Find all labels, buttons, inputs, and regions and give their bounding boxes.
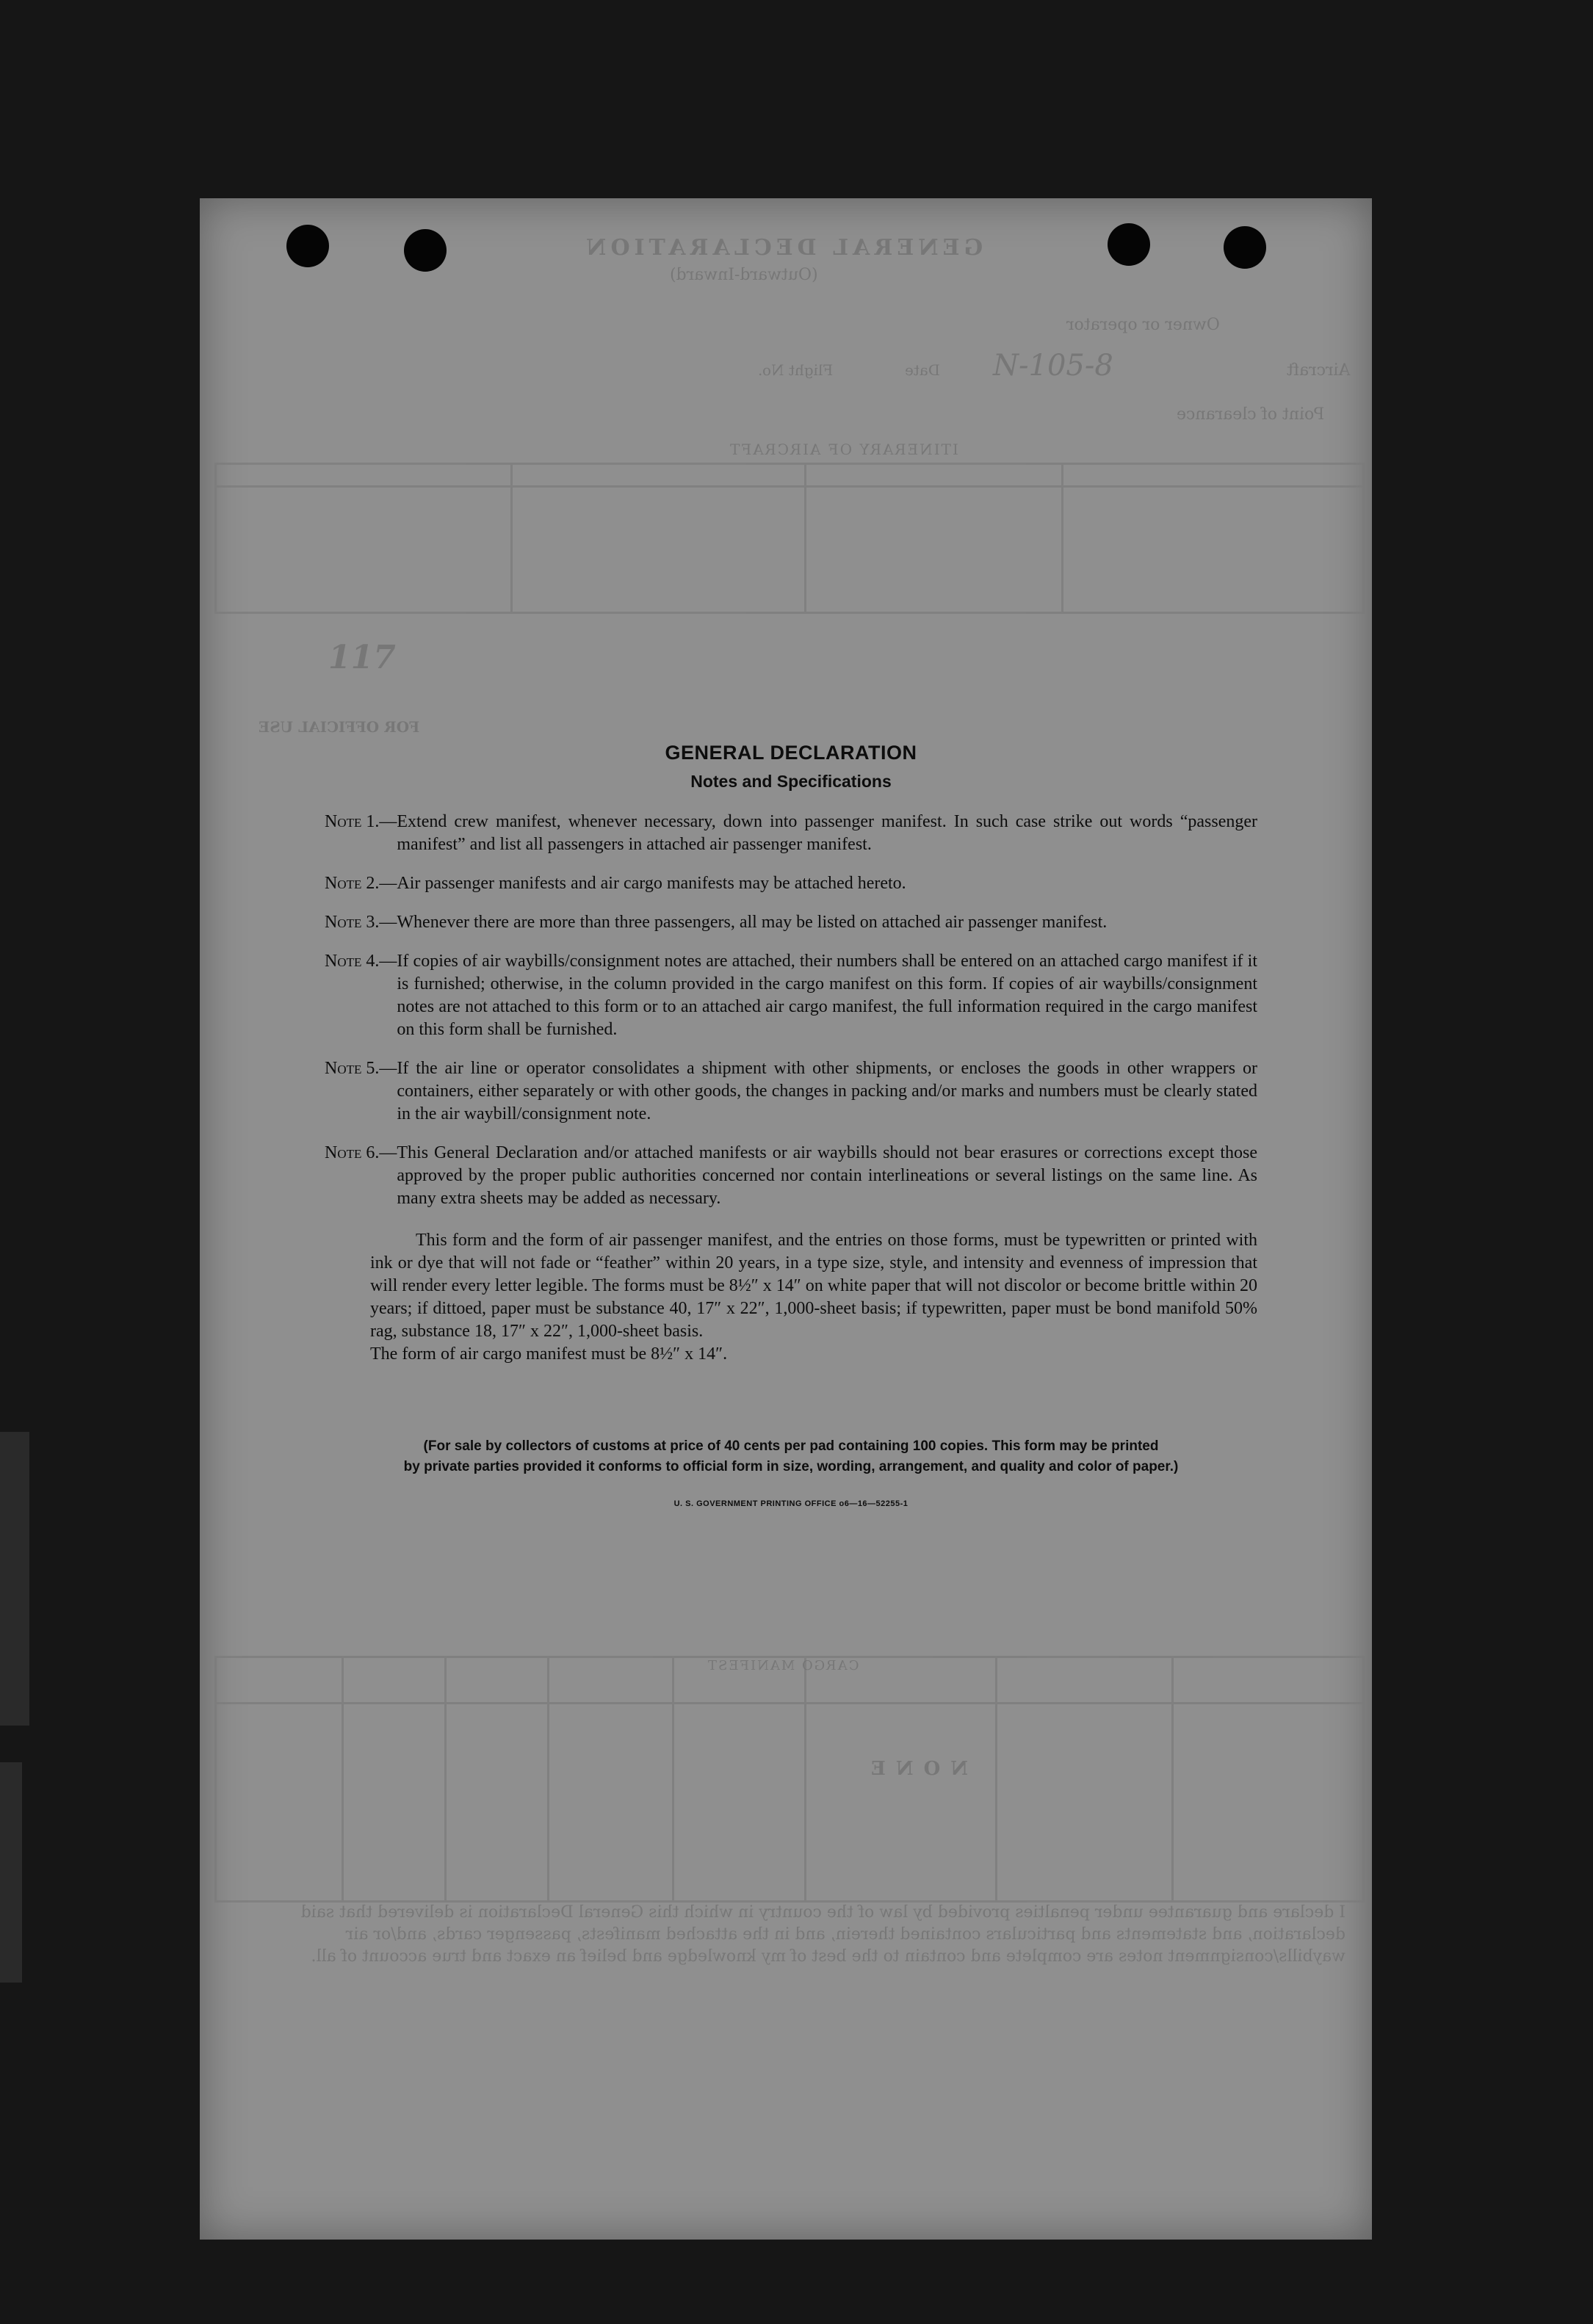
note-text: Extend crew manifest, whenever necessary, down into passenger manifest. In such case strike out words “passenger manifest” and list all passengers in attached air passenger manifest.	[397, 812, 1257, 854]
sale-notice-line-2: by private parties provided it conforms to official form in size, wording, arrangement, and quality and color of paper.)	[403, 1459, 1179, 1474]
note-text: If copies of air waybills/consignment notes are attached, their numbers shall be entered on an attached cargo manifest if it is furnished; otherwise, in the column provided in the cargo manifest on this form. If copies of air waybills/consignment notes are not attached to this form or to an attached air cargo manifest, the full information required in the cargo manifest on this form shall be furnished.	[397, 952, 1257, 1039]
punch-hole	[1224, 226, 1266, 269]
bleed-number-stamp: 117	[328, 639, 396, 676]
bleed-cargo-table	[214, 1656, 1365, 1903]
notes-and-specifications	[325, 742, 1257, 1508]
punch-hole	[286, 225, 329, 267]
note-1	[325, 811, 1257, 856]
bleed-owner-label: Owner or operator	[1066, 316, 1220, 334]
note-label: Note 5.—	[325, 1059, 397, 1078]
note-text: This General Declaration and/or attached manifests or air waybills should not bear erasures or corrections except those approved by the proper public authorities concerned nor contain interlineations or several listings on the same line. As many extra sheets may be added as necessary.	[397, 1143, 1257, 1208]
form-specification-paragraph: This form and the form of air passenger manifest, and the entries on those forms, must be typewritten or printed with ink or dye that will not fade or “feather” within 20 years, in a type size, style, and intensity and evenness of impression that will render every letter legible. The forms must be 8½″ x 14″ on white paper that will not discolor or become brittle within 20 years; if dittoed, paper must be substance 40, 17″ x 22″, 1,000-sheet basis; if typewritten, paper must be bond manifold 50% rag, substance 18, 17″ x 22″, 1,000-sheet basis.	[370, 1231, 1257, 1341]
scan-edge-noise	[0, 1432, 29, 1726]
bleed-subheading: (Outward-Inward)	[670, 266, 818, 284]
bleed-point-label: Point of clearance	[1177, 405, 1325, 424]
note-label: Note 6.—	[325, 1143, 397, 1162]
note-label: Note 4.—	[325, 952, 397, 971]
note-6	[325, 1142, 1257, 1210]
printing-office-line: U. S. GOVERNMENT PRINTING OFFICE o6—16—52255-1	[673, 1499, 909, 1508]
note-label: Note 1.—	[325, 812, 397, 831]
bleed-none-stamp: NONE	[861, 1758, 968, 1780]
scan-edge-noise	[0, 1762, 22, 1983]
note-label: Note 2.—	[325, 874, 397, 893]
note-3	[325, 911, 1257, 934]
bleed-itinerary: ITINERARY OF AIRCRAFT	[729, 441, 958, 458]
bleed-handwritten-number: N-105-8	[993, 349, 1113, 383]
note-text: Whenever there are more than three passengers, all may be listed on attached air passenger manifest.	[397, 913, 1108, 932]
note-label: Note 3.—	[325, 913, 397, 932]
bleed-flight-label: Flight No.	[758, 361, 834, 379]
bleed-cargo-manifest: CARGO MANIFEST	[707, 1658, 859, 1673]
bleed-official-use: FOR OFFICIAL USE	[259, 718, 420, 736]
bleed-date-label: Date	[905, 361, 940, 379]
note-2	[325, 872, 1257, 895]
sale-notice-line-1: (For sale by collectors of customs at price of 40 cents per pad containing 100 copies. This form may be printed	[423, 1438, 1159, 1454]
note-text: Air passenger manifests and air cargo manifests may be attached hereto.	[397, 874, 906, 893]
note-5	[325, 1057, 1257, 1126]
note-text: If the air line or operator consolidates a shipment with other shipments, or encloses the goods in other wrappers or containers, either separately or with other goods, the changes in packing and/or marks and numbers must be clearly stated in the air waybill/consignment note.	[397, 1059, 1257, 1123]
bleed-itinerary-table	[214, 463, 1365, 614]
sale-notice	[325, 1436, 1257, 1477]
bleed-aircraft-label: Aircraft	[1287, 361, 1351, 380]
note-4	[325, 950, 1257, 1041]
document-subtitle: Notes and Specifications	[690, 772, 892, 791]
punch-hole	[1108, 223, 1150, 266]
cargo-manifest-size-text: The form of air cargo manifest must be 8½″ x 14″.	[370, 1344, 728, 1364]
bleed-declaration: I declare and guarantee under penalties provided by law of the country in which this General Declaration is delivered that said declaration, and statements and particulars contained therein, and in the attached manifests, passenger cards, and/or air waybills/consignment notes are complete and contain to the best of my knowledge and belief an exact and true account of all.	[300, 1903, 1345, 1966]
cargo-manifest-size-paragraph	[370, 1343, 1257, 1366]
punch-hole	[404, 229, 447, 272]
document-title: GENERAL DECLARATION	[665, 742, 917, 764]
declaration-sheet	[200, 198, 1372, 2240]
bleed-heading: GENERAL DECLARATION	[582, 235, 983, 261]
